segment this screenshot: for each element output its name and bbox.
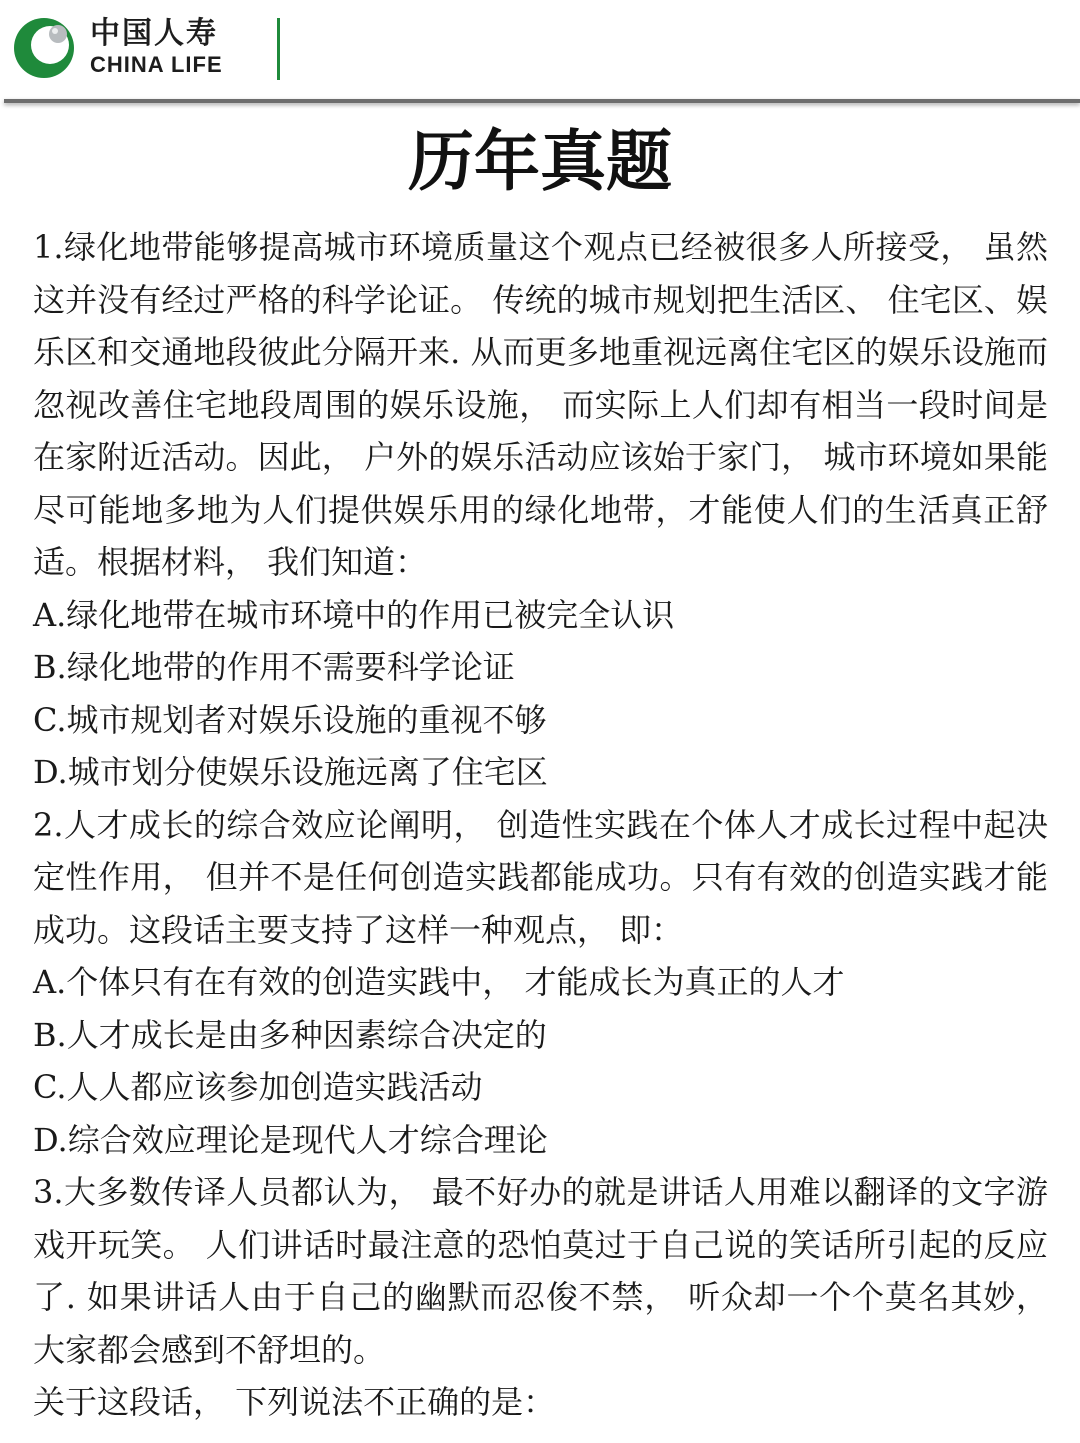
question-2-option-c: C.人人都应该参加创造实践活动	[33, 1068, 483, 1106]
question-3-stem: 3.大多数传译人员都认为， 最不好办的就是讲话人用难以翻译的文字游戏开玩笑。 人们讲话时最注意的恐怕莫过于自己说的笑话所引起的反应了. 如果讲话人由于自己的幽默而忍俊不禁， 听众却一个个莫名其妙，大家都会感到不舒坦的。	[33, 1173, 1048, 1369]
brand-name-cn: 中国人寿	[90, 16, 218, 51]
question-2-stem: 2.人才成长的综合效应论阐明， 创造性实践在个体人才成长过程中起决定性作用， 但并不是任何创造实践都能成功。只有有效的创造实践才能成功。这段话主要支持了这样一种观点， 即：	[33, 805, 1048, 949]
question-1-option-a: A.绿化地带在城市环境中的作用已被完全认识	[33, 595, 675, 634]
brand-name-en: CHINA LIFE	[90, 52, 223, 77]
logo-divider	[277, 18, 280, 80]
questions-content	[33, 221, 1048, 1429]
header-divider	[4, 99, 1080, 103]
question-2-option-b: B.人才成长是由多种因素综合决定的	[33, 1015, 547, 1054]
question-2-option-a: A.个体只有在有效的创造实践中， 才能成长为真正的人才	[33, 963, 845, 1001]
question-1-option-c: C.城市规划者对娱乐设施的重视不够	[33, 700, 547, 739]
page-title: 历年真题	[408, 122, 672, 200]
question-1-stem: 1.绿化地带能够提高城市环境质量这个观点已经被很多人所接受， 虽然这并没有经过严格的科学论证。 传统的城市规划把生活区、 住宅区、娱乐区和交通地段彼此分隔开来. 从而更多地重视远离住宅区的娱乐设施而忽视改善住宅地段周围的娱乐设施， 而实际上人们却有相当一段时间是在家附近活动。因此， 户外的娱乐活动应该始于家门， 城市环境如果能尽可能地多地为人们提供娱乐用的绿化地带，才能使人们的生活真正舒适。根据材料， 我们知道：	[33, 228, 1048, 581]
header-bar	[0, 0, 1080, 100]
question-3-prompt: 关于这段话， 下列说法不正确的是：	[33, 1383, 556, 1421]
question-2-option-d: D.综合效应理论是现代人才综合理论	[33, 1120, 548, 1159]
question-1-option-b: B.绿化地带的作用不需要科学论证	[33, 648, 515, 686]
question-1-option-d: D.城市划分使娱乐设施远离了住宅区	[33, 753, 548, 791]
china-life-logo-icon	[10, 14, 78, 82]
